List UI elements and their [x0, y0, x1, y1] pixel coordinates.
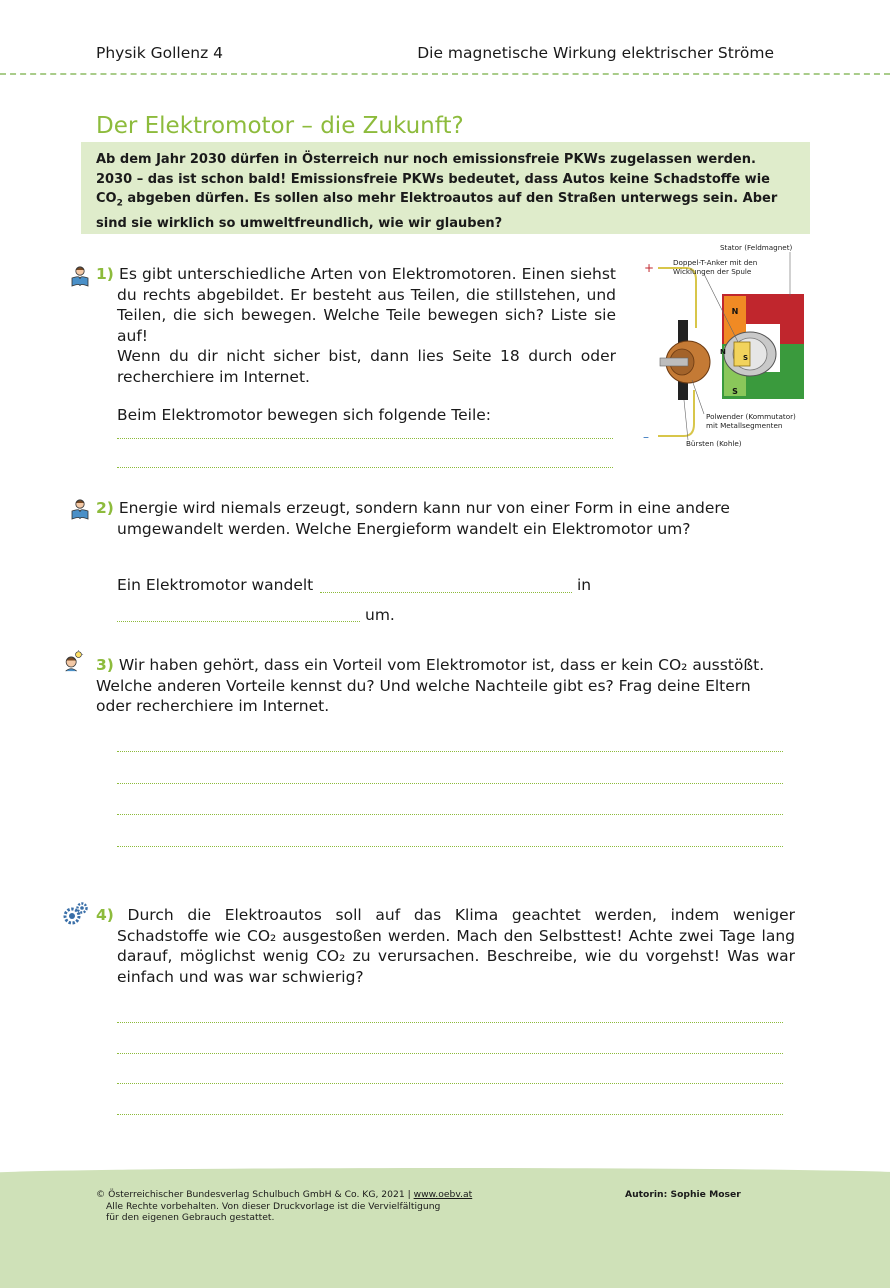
- minus-terminal: –: [643, 430, 649, 444]
- fill-line-source-energy[interactable]: [320, 592, 572, 593]
- stator-s-label: S: [732, 387, 738, 396]
- label-anker-1: Doppel-T-Anker mit den: [673, 258, 758, 267]
- stator-n-label: N: [731, 307, 739, 316]
- question-1: 1) Es gibt unterschiedliche Arten von Elektromotoren. Einen siehst du rechts abgebildet. Er besteht aus Teilen, die stillstehen, und Teilen, die sich bewegen. Welche Teile bewegen sich? Liste sie auf! Wenn du dir nicht sicher bist, dann lies Seite 18 durch oder recherchiere im Internet. Beim Elektromotor bewegen sich folgende Teile:: [96, 265, 616, 424]
- footer-author: Autorin: Sophie Moser: [625, 1189, 741, 1200]
- footer-band: [0, 1168, 890, 1288]
- publisher-link[interactable]: www.oebv.at: [413, 1189, 473, 1200]
- header-left: Physik Gollenz 4: [96, 44, 224, 62]
- answer-line[interactable]: [117, 783, 783, 784]
- footer-copyright: © Österreichischer Bundesverlag Schulbuch GmbH & Co. KG, 2021 | www.oebv.at Alle Rechte vorbehalten. Von dieser Druckvorlage ist die Vervielfältigung für den eigenen Gebrauch gestattet.: [96, 1189, 473, 1223]
- answer-line[interactable]: [117, 1114, 783, 1115]
- fill-text-c: um.: [365, 606, 395, 624]
- page-title: Der Elektromotor – die Zukunft?: [96, 113, 464, 139]
- answer-line[interactable]: [117, 467, 613, 468]
- reading-student-icon: [69, 265, 91, 287]
- anker-s-label: S: [743, 354, 749, 362]
- label-buersten: Bürsten (Kohle): [686, 439, 742, 448]
- question-4: 4) Durch die Elektroautos soll auf das Klima geachtet werden, indem weniger Schadstoffe wie CO₂ ausgestoßen werden. Mach den Selbsttest! Achte zwei Tage lang darauf, möglichst wenig CO₂ zu verursachen. Beschreibe, wie du vorgehst! Was war einfach und was war schwierig?: [96, 906, 795, 986]
- reading-student-icon: [69, 498, 91, 520]
- answer-line[interactable]: [117, 1022, 783, 1023]
- idea-student-icon: [62, 650, 84, 672]
- anker-n-label: N: [720, 348, 726, 356]
- label-stator: Stator (Feldmagnet): [720, 243, 793, 252]
- fill-line-target-energy[interactable]: [117, 621, 360, 622]
- label-anker-2: Wicklungen der Spule: [673, 267, 752, 276]
- answer-line[interactable]: [117, 751, 783, 752]
- header-divider: [0, 73, 890, 75]
- answer-line[interactable]: [117, 438, 613, 439]
- question-2: 2) Energie wird niemals erzeugt, sondern kann nur von einer Form in eine andere umgewandelt werden. Welche Energieform wandelt ein Elektromotor um?: [96, 499, 730, 538]
- label-polwender-1: Polwender (Kommutator): [706, 412, 796, 421]
- question-3: 3) Wir haben gehört, dass ein Vorteil vom Elektromotor ist, dass er kein CO₂ ausstößt. Welche anderen Vorteile kennst du? Und welche Nachteile gibt es? Frag deine Eltern oder recherchiere im Internet.: [96, 656, 765, 715]
- electric-motor-diagram: [640, 236, 815, 452]
- header-right: Die magnetische Wirkung elektrischer Ströme: [417, 44, 774, 62]
- plus-terminal: +: [644, 261, 655, 275]
- gears-icon: [63, 902, 89, 926]
- answer-line[interactable]: [117, 1083, 783, 1084]
- intro-box: [81, 142, 810, 234]
- intro-text: Ab dem Jahr 2030 dürfen in Österreich nur noch emissionsfreie PKWs zugelassen werden. 2030 – das ist schon bald! Emissionsfreie PKWs bedeutet, dass Autos keine Schadstoffe wie $CO_2$ abgeben dürfen. Es sollen also mehr Elektroautos auf den Straßen unterwegs sein. Aber sind sie wirklich so umweltfreundlich, wie wir glauben?: [96, 152, 778, 232]
- answer-line[interactable]: [117, 814, 783, 815]
- fill-text-b: in: [577, 576, 592, 594]
- answer-line[interactable]: [117, 846, 783, 847]
- label-polwender-2: mit Metallsegmenten: [706, 421, 783, 430]
- fill-text-a: Ein Elektromotor wandelt: [117, 576, 314, 594]
- answer-line[interactable]: [117, 1053, 783, 1054]
